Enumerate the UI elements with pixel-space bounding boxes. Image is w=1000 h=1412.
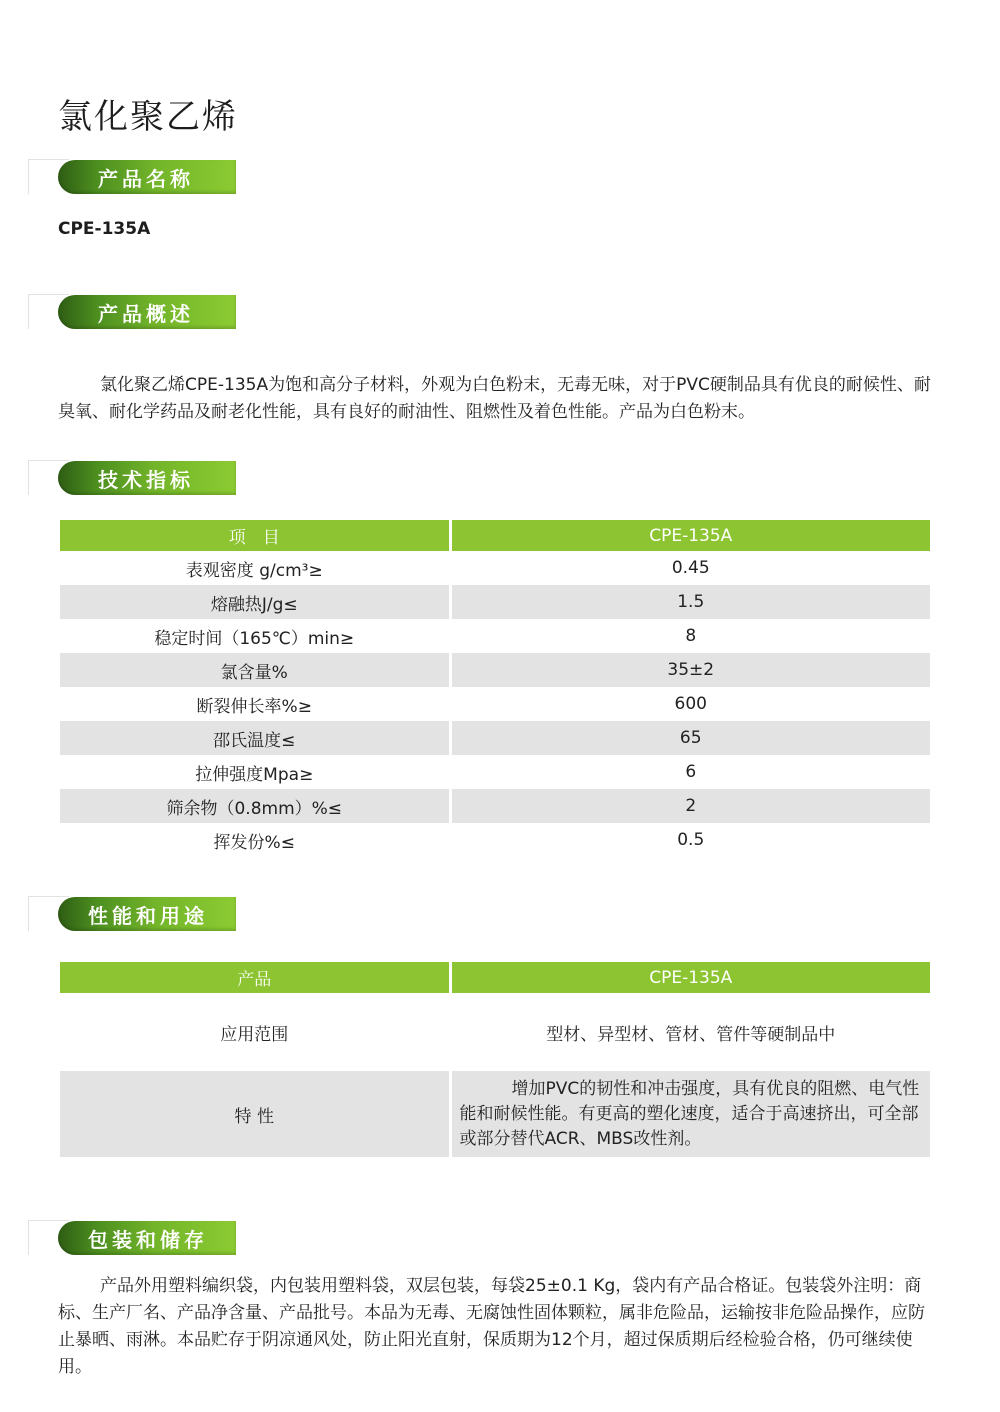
spec-item: 表观密度 g/cm³≥ (60, 551, 450, 585)
packaging-paragraph: 产品外用塑料编织袋，内包装用塑料袋，双层包装，每袋25±0.1 Kg，袋内有产品合格证。包装袋外注明：商标、生产厂名、产品净含量、产品批号。本品为无毒、无腐蚀性固体颗粒，属非危险品，运输按非危险品操作，应防止暴晒、雨淋。本品贮存于阴凉通风处，防止阳光直射，保质期为12个月，超过保质期后经检验合格，仍可继续使用。 (58, 1276, 925, 1377)
spec-value: 2 (450, 789, 930, 823)
usage-table (60, 962, 930, 1157)
section-header-packaging (28, 1220, 238, 1256)
table-row (60, 993, 930, 1071)
spec-item: 熔融热J/g≤ (60, 585, 450, 619)
product-name: CPE-135A (58, 219, 151, 239)
spec-value: 35±2 (450, 653, 930, 687)
spec-value: 0.45 (671, 558, 710, 578)
column-header: 产品 (60, 962, 450, 993)
spec-value: 0.5 (677, 830, 705, 850)
section-header-usage (28, 896, 238, 932)
table-row (60, 551, 930, 585)
overview-paragraph: 氯化聚乙烯CPE-135A为饱和高分子材料，外观为白色粉末，无毒无味，对于PVC硬制品具有优良的耐候性、耐臭氧、耐化学药品及耐老化性能，具有良好的耐油性、阻燃性及着色性能。产品为白色粉末。 (58, 375, 931, 422)
section-title: 性能和用途 (88, 904, 208, 928)
section-title: 包装和储存 (88, 1228, 208, 1252)
usage-item: 应用范围 (60, 993, 450, 1071)
section-header-specs (28, 460, 238, 496)
table-row (60, 721, 930, 755)
spec-value: 1.5 (450, 585, 930, 619)
section-title: 产品名称 (98, 167, 194, 191)
table-row (60, 755, 930, 789)
column-header: 项 目 (60, 520, 450, 551)
table-row (60, 687, 930, 721)
spec-item: 断裂伸长率%≥ (60, 687, 450, 721)
spec-item: 稳定时间（165℃）min≥ (60, 619, 450, 653)
section-title: 技术指标 (98, 468, 194, 492)
table-row (60, 823, 930, 857)
spec-value: 8 (685, 626, 697, 646)
table-row (60, 653, 930, 687)
spec-item: 氯含量% (60, 653, 450, 687)
table-header-row (60, 962, 930, 993)
table-row (60, 619, 930, 653)
page-title: 氯化聚乙烯 (58, 96, 238, 137)
table-header-row (60, 520, 930, 551)
table-row (60, 789, 930, 823)
usage-item: 特 性 (60, 1071, 450, 1157)
spec-item: 拉伸强度Mpa≥ (60, 755, 450, 789)
spec-value: 6 (685, 762, 697, 782)
section-header-overview (28, 294, 238, 330)
spec-value: 600 (674, 694, 707, 714)
table-row (60, 1071, 930, 1157)
spec-value: 65 (450, 721, 930, 755)
spec-item: 邵氏温度≤ (60, 721, 450, 755)
spec-item: 筛余物（0.8mm）%≤ (60, 789, 450, 823)
spec-item: 挥发份%≤ (60, 823, 450, 857)
section-header-product-name (28, 159, 238, 195)
usage-value: 增加PVC的韧性和冲击强度，具有优良的阻燃、电气性能和耐候性能。有更高的塑化速度，适合于高速挤出，可全部或部分替代ACR、MBS改性剂。 (450, 1071, 930, 1157)
spec-table (60, 520, 930, 857)
column-header: CPE-135A (450, 520, 930, 551)
column-header: CPE-135A (450, 962, 930, 993)
usage-value: 型材、异型材、管材、管件等硬制品中 (546, 1024, 836, 1045)
table-row (60, 585, 930, 619)
section-title: 产品概述 (98, 302, 194, 326)
